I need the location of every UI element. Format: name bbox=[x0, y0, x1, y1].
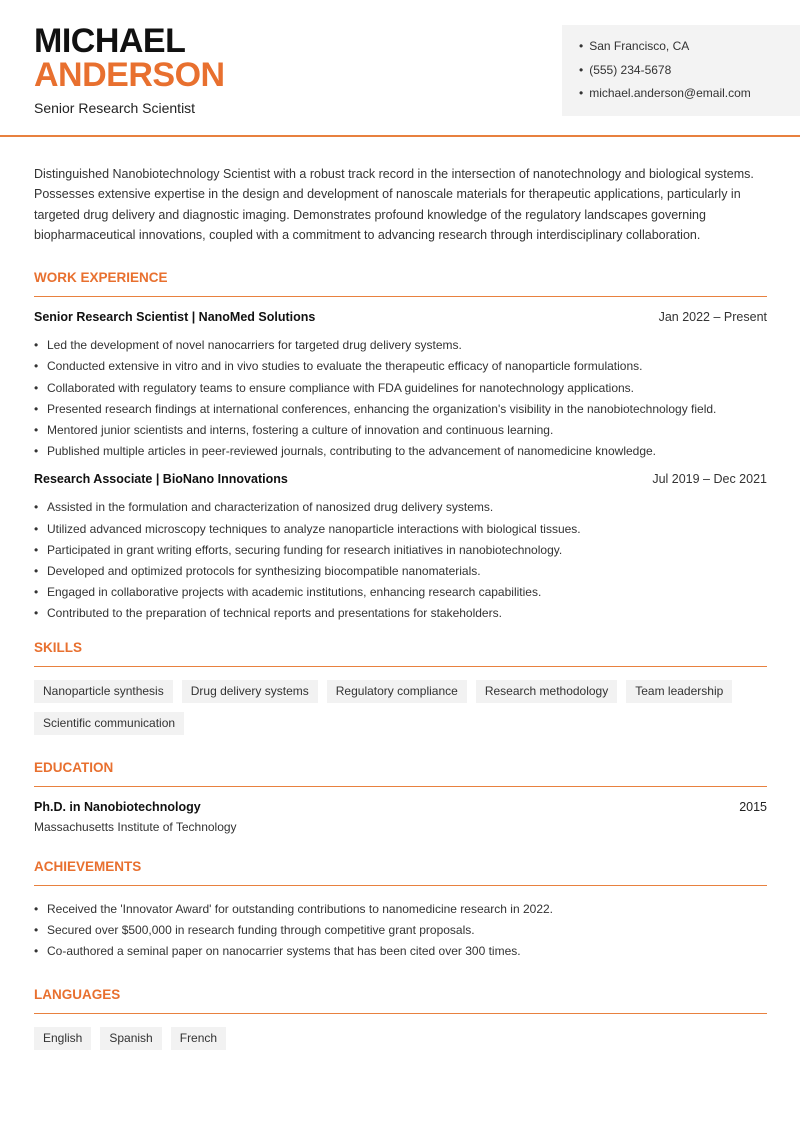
list-item: • Presented research findings at international conferences, enhancing the organization's visibility in the nanobiotechnology field. bbox=[34, 399, 767, 420]
skill-tag: Team leadership bbox=[626, 680, 732, 703]
list-item: • Developed and optimized protocols for synthesizing biocompatible nanomaterials. bbox=[34, 561, 767, 582]
job-entry-title: Research Associate | BioNano Innovations bbox=[34, 472, 288, 487]
languages-section bbox=[34, 986, 767, 1050]
list-item: • Secured over $500,000 in research funding through competitive grant proposals. bbox=[34, 920, 767, 941]
list-item: • Co-authored a seminal paper on nanocarrier systems that has been cited over 300 times. bbox=[34, 941, 767, 962]
first-name: MICHAEL bbox=[34, 22, 186, 60]
contact-email: • michael.anderson@email.com bbox=[579, 85, 800, 109]
last-name: ANDERSON bbox=[34, 56, 225, 94]
list-item: • Utilized advanced microscopy techniques to analyze nanoparticle interactions with biological tissues. bbox=[34, 519, 767, 540]
list-item: • Received the 'Innovator Award' for outstanding contributions to nanomedicine research in 2022. bbox=[34, 899, 767, 920]
job-dates: Jan 2022 – Present bbox=[658, 310, 767, 325]
skills-section bbox=[34, 639, 767, 735]
graduation-year: 2015 bbox=[739, 799, 767, 814]
job-entry bbox=[34, 472, 767, 624]
list-item: • Contributed to the preparation of technical reports and presentations for stakeholders. bbox=[34, 603, 767, 624]
list-item: • Led the development of novel nanocarriers for targeted drug delivery systems. bbox=[34, 335, 767, 356]
list-item: • Published multiple articles in peer-reviewed journals, contributing to the advancement of nanomedicine knowledge. bbox=[34, 441, 767, 462]
language-tag: Spanish bbox=[100, 1027, 161, 1050]
list-item: • Mentored junior scientists and interns, fostering a culture of innovation and continuous learning. bbox=[34, 420, 767, 441]
section-heading: ACHIEVEMENTS bbox=[34, 858, 767, 886]
section-heading: LANGUAGES bbox=[34, 986, 767, 1014]
job-entry-title: Senior Research Scientist | NanoMed Solutions bbox=[34, 310, 316, 325]
summary: Distinguished Nanobiotechnology Scientist with a robust track record in the intersection of nanotechnology and biological systems. Possesses extensive expertise in the design and development of nanoscale materials for therapeutic applications, particularly in targeted drug delivery and diagnostic imaging. Demonstrates profound knowledge of the regulatory landscapes governing biopharmaceutical innovations, coupled with a commitment to advancing research through interdisciplinary collaboration. bbox=[34, 167, 754, 242]
job-entry bbox=[34, 310, 767, 462]
education-section bbox=[34, 759, 767, 834]
skill-tag: Regulatory compliance bbox=[327, 680, 467, 703]
list-item: • Assisted in the formulation and characterization of nanosized drug delivery systems. bbox=[34, 497, 767, 518]
skill-tag: Drug delivery systems bbox=[182, 680, 318, 703]
section-heading: WORK EXPERIENCE bbox=[34, 269, 767, 297]
school: Massachusetts Institute of Technology bbox=[34, 819, 237, 834]
section-heading: SKILLS bbox=[34, 639, 767, 667]
degree: Ph.D. in Nanobiotechnology bbox=[34, 799, 201, 814]
job-title: Senior Research Scientist bbox=[34, 100, 196, 116]
list-item: • Collaborated with regulatory teams to ensure compliance with FDA guidelines for nanotechnology applications. bbox=[34, 378, 767, 399]
list-item: • Conducted extensive in vitro and in vivo studies to evaluate the therapeutic efficacy of nanoparticle formulations. bbox=[34, 356, 767, 377]
achievements-section bbox=[34, 858, 767, 963]
list-item: • Engaged in collaborative projects with academic institutions, enhancing research capabilities. bbox=[34, 582, 767, 603]
skill-tag: Nanoparticle synthesis bbox=[34, 680, 173, 703]
list-item: • Participated in grant writing efforts, securing funding for research initiatives in nanobiotechnology. bbox=[34, 540, 767, 561]
contact-location: • San Francisco, CA bbox=[579, 38, 800, 62]
work-experience-section bbox=[34, 269, 767, 624]
resume-header bbox=[0, 0, 800, 137]
skill-tag: Research methodology bbox=[476, 680, 617, 703]
section-heading: EDUCATION bbox=[34, 759, 767, 787]
language-tag: English bbox=[34, 1027, 91, 1050]
job-dates: Jul 2019 – Dec 2021 bbox=[652, 472, 767, 487]
language-tag: French bbox=[171, 1027, 226, 1050]
contact-box bbox=[562, 25, 800, 116]
contact-phone: • (555) 234-5678 bbox=[579, 62, 800, 86]
skill-tag: Scientific communication bbox=[34, 712, 184, 735]
